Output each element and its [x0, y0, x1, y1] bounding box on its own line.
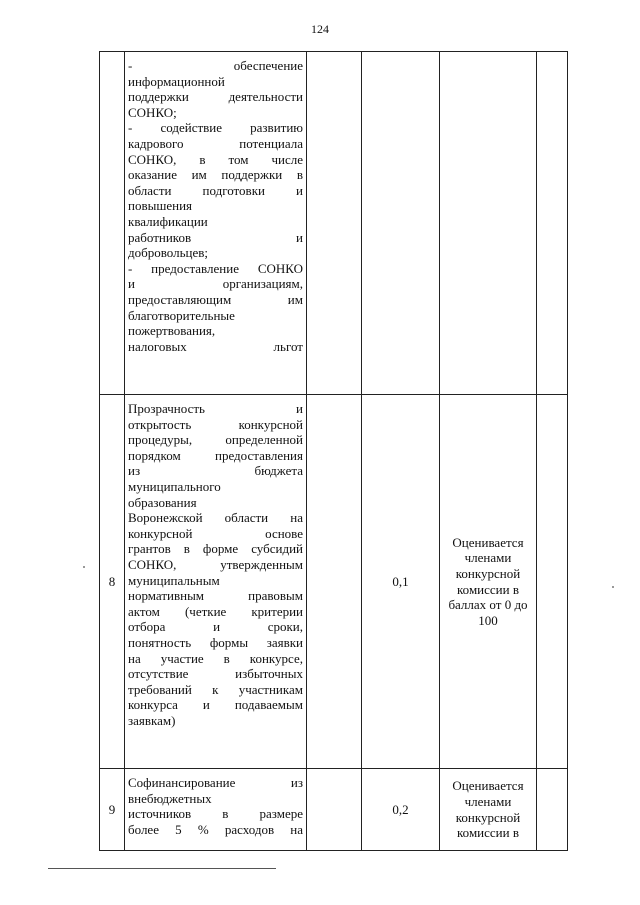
row-number: 9 [100, 769, 125, 851]
criterion-line: поддержки деятельности [128, 89, 303, 105]
criterion-text [125, 395, 307, 769]
page-number: 124 [311, 22, 329, 36]
criteria-table [99, 51, 568, 851]
criterion-line: процедуры, определенной [128, 432, 303, 448]
criterion-line: отбора и сроки, [128, 619, 303, 635]
empty-cell [307, 395, 362, 769]
criterion-line: оказание им поддержки в [128, 167, 303, 183]
criterion-line: благотворительные [128, 307, 235, 323]
criterion-line: актом (четкие критерии [128, 603, 303, 619]
empty-cell [537, 395, 568, 769]
criterion-line: работников и [128, 229, 303, 245]
evaluation-method [440, 52, 537, 395]
empty-cell [537, 52, 568, 395]
criterion-text [125, 52, 307, 395]
criterion-line: Софинансирование из [128, 775, 303, 790]
criterion-line: нормативным правовым [128, 588, 303, 604]
criterion-line: открытость конкурсной [128, 416, 303, 432]
criterion-line: области подготовки и [128, 182, 303, 198]
row-number: 8 [100, 395, 125, 769]
criterion-line: предоставляющим им [128, 291, 303, 307]
criterion-line: добровольцев; [128, 245, 208, 261]
scan-speck [83, 566, 85, 568]
criterion-line: из бюджета [128, 463, 303, 479]
criterion-line: СОНКО, в том числе [128, 151, 303, 167]
criterion-text [125, 769, 307, 851]
scan-speck [612, 586, 614, 588]
criterion-line: порядком предоставления [128, 447, 303, 463]
empty-cell [307, 769, 362, 851]
criterion-line: муниципального [128, 478, 221, 494]
criterion-line: источников в размере [128, 806, 303, 822]
criterion-line: - предоставление СОНКО [128, 260, 303, 276]
empty-cell [537, 769, 568, 851]
criterion-line: отсутствие избыточных [128, 666, 303, 682]
weight-cell: 0,1 [362, 395, 440, 769]
row-number [100, 52, 125, 395]
criterion-line: на участие в конкурсе, [128, 650, 303, 666]
criterion-line: Прозрачность и [128, 401, 303, 416]
footer-rule [48, 868, 276, 869]
criterion-line: конкурсной основе [128, 525, 303, 541]
criterion-line: образования [128, 494, 197, 510]
criterion-line: квалификации [128, 213, 208, 229]
criterion-line: - обеспечение [128, 58, 303, 73]
criterion-line: и организациям, [128, 276, 303, 292]
table-row [100, 769, 568, 851]
criterion-line: требований к участникам [128, 681, 303, 697]
weight-cell: 0,2 [362, 769, 440, 851]
criterion-line: более 5 % расходов на [128, 821, 303, 837]
criterion-line: муниципальным [128, 572, 220, 588]
weight-cell [362, 52, 440, 395]
criterion-line: СОНКО; [128, 104, 177, 120]
criterion-line: понятность формы заявки [128, 634, 303, 650]
criterion-line: информационной [128, 73, 225, 89]
empty-cell [307, 52, 362, 395]
criterion-line: налоговых льгот [128, 338, 303, 354]
criterion-line: пожертвования, [128, 323, 216, 339]
criterion-line: кадрового потенциала [128, 135, 303, 151]
criterion-line: конкурса и подаваемым [128, 697, 303, 713]
criterion-line: - содействие развитию [128, 120, 303, 136]
criterion-line: СОНКО, утвержденным [128, 556, 303, 572]
criterion-line: повышения [128, 198, 193, 214]
criterion-line: Воронежской области на [128, 510, 303, 526]
table-row [100, 52, 568, 395]
criterion-line: заявкам) [128, 712, 176, 728]
table-row [100, 395, 568, 769]
evaluation-method: Оценивается членами конкурсной комиссии в баллах от 0 до 100 [440, 395, 537, 769]
criterion-line: грантов в форме субсидий [128, 541, 303, 557]
evaluation-method: Оценивается членами конкурсной комиссии в [440, 769, 537, 851]
criterion-line: внебюджетных [128, 790, 212, 806]
